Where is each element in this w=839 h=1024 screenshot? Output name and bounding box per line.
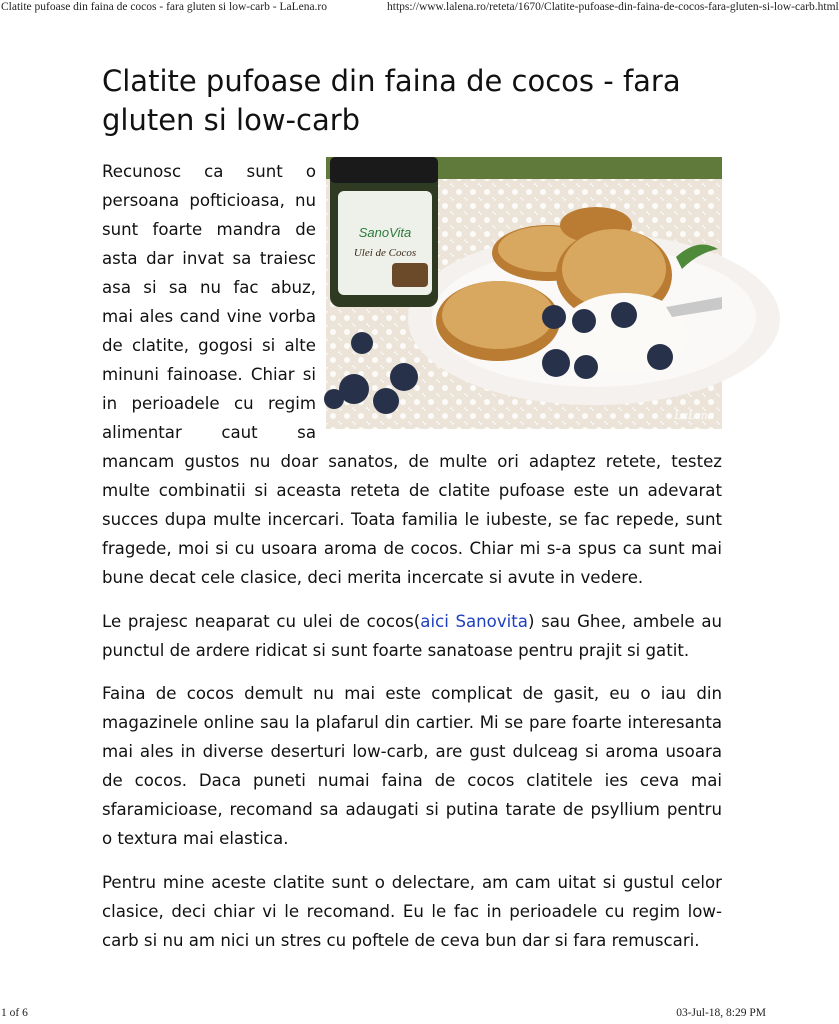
jar-brand: SanoVita bbox=[358, 225, 412, 240]
jar-label: Ulei de Cocos bbox=[353, 247, 417, 259]
blueberry bbox=[373, 388, 399, 414]
blueberry bbox=[647, 344, 673, 370]
blueberry bbox=[324, 389, 344, 409]
pancake bbox=[442, 281, 554, 349]
page-counter: 1 of 6 bbox=[1, 1007, 28, 1019]
oil-paragraph-start: Le prajesc neaparat cu ulei de cocos( bbox=[102, 611, 421, 631]
blueberry bbox=[390, 363, 418, 391]
print-date: 03-Jul-18, 8:29 PM bbox=[676, 1007, 766, 1019]
oil-paragraph-end: ) sau Ghee, ambele au punctul de ardere ridicat si sunt foarte sanatoase pentru prajit si gatit. bbox=[102, 611, 723, 660]
recipe-photo bbox=[326, 157, 722, 429]
intro-paragraph: Recunosc ca sunt o persoana pofticioasa, nu sunt foarte mandra de asta dar invat sa traiesc asa si sa nu fac abuz, mai ales cand vine vorba de clatite, gogosi si alte minuni fainoase. Chiar si in perioadele cu regim alimentar caut sa mancam gustos nu doar sanatos, de multe ori adaptez retete, testez multe combinatii si aceasta reteta de clatite pufoase este un adevarat succes dupa multe incercari. Toata familia le iubeste, se fac repede, sunt fragede, moi si cu usoara aroma de cocos. Chiar mi s-a spus ca sunt mai bune decat cele clasice, deci merita incercate si avute in vedere. bbox=[102, 162, 722, 587]
flour-paragraph: Faina de cocos demult nu mai este complicat de gasit, eu o iau din magazinele online sau la plafarul din cartier. Mi se pare foarte interesanta mai ales in diverse deserturi low-carb, are gust dulceag si aroma usoara de cocos. Daca puneti numai faina de cocos clatitele ies ceva mai sfaramicioase, recomand sa adaugati si putina tarate de psyllium pentru o textura mai elastica. bbox=[102, 684, 722, 848]
blueberry bbox=[542, 349, 570, 377]
print-header bbox=[0, 0, 839, 20]
closing-paragraph: Pentru mine aceste clatite sunt o delectare, am cam uitat si gustul celor clasice, deci chiar vi le recomand. Eu le fac in perioadele cu regim low-carb si nu am nici un stres cu poftele de ceva bun dar si fara remuscari. bbox=[102, 872, 722, 950]
article-content bbox=[102, 157, 722, 955]
oil-paragraph bbox=[102, 607, 722, 665]
article-title: Clatite pufoase din faina de cocos - fara gluten si low-carb bbox=[102, 64, 681, 137]
blueberry bbox=[572, 309, 596, 333]
print-header-title: Clatite pufoase din faina de cocos - fara gluten si low-carb - LaLena.ro bbox=[1, 1, 328, 13]
sanovita-link[interactable]: aici Sanovita bbox=[420, 611, 528, 631]
blueberry bbox=[351, 332, 373, 354]
article bbox=[102, 62, 722, 969]
print-footer bbox=[0, 1007, 768, 1024]
blueberry bbox=[542, 305, 566, 329]
jar-lid bbox=[330, 157, 438, 183]
photo-watermark: LaLena bbox=[674, 407, 714, 422]
print-header-url: https://www.lalena.ro/reteta/1670/Clatite-pufoase-din-faina-de-cocos-fara-gluten-si-low-carb.html bbox=[387, 1, 839, 13]
blueberry bbox=[574, 355, 598, 379]
blueberry bbox=[611, 302, 637, 328]
